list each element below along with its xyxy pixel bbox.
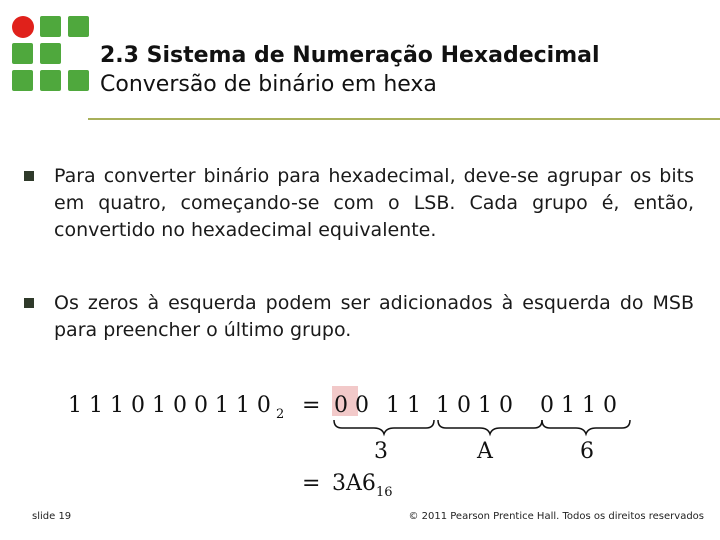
group-bits: 0 1 1 0 xyxy=(540,393,617,418)
group-brace xyxy=(334,420,434,434)
logo-square xyxy=(12,43,33,64)
group-brace xyxy=(542,420,630,434)
hex-digit: 3 xyxy=(374,439,388,464)
hex-digit: A xyxy=(477,439,493,464)
logo-square xyxy=(40,43,61,64)
conversion-figure xyxy=(0,380,720,500)
conversion-example xyxy=(0,380,720,500)
equals-sign: = xyxy=(302,471,321,496)
bullet-text: Os zeros à esquerda podem ser adicionados à esquerda do MSB para preencher o último grupo. xyxy=(54,292,694,341)
group-bits: 1 0 1 0 xyxy=(436,393,513,418)
slide-header xyxy=(100,42,600,100)
bullet-item xyxy=(24,290,694,344)
slide-title: 2.3 Sistema de Numeração Hexadecimal xyxy=(100,43,600,68)
hex-digit: 6 xyxy=(580,439,594,464)
slide-subtitle: Conversão de binário em hexa xyxy=(100,72,437,97)
padded-zeros: 0 0 xyxy=(334,393,369,418)
hex-result: 3A6 xyxy=(332,471,376,496)
group-brace xyxy=(438,420,542,434)
bullet-square-icon xyxy=(24,171,34,181)
equals-sign: = xyxy=(302,393,321,418)
hex-subscript: 16 xyxy=(376,485,393,500)
header-divider xyxy=(88,118,720,120)
institution-logo xyxy=(12,16,94,96)
logo-square xyxy=(12,70,33,91)
group-bits: 1 1 xyxy=(386,393,421,418)
copyright-notice: © 2011 Pearson Prentice Hall. Todos os direitos reservados xyxy=(408,511,704,522)
logo-red-dot xyxy=(12,16,34,38)
logo-square xyxy=(40,16,61,37)
logo-square xyxy=(68,70,89,91)
binary-subscript: 2 xyxy=(276,407,285,422)
bullet-item xyxy=(24,163,694,244)
logo-square xyxy=(68,16,89,37)
bullet-square-icon xyxy=(24,298,34,308)
logo-square xyxy=(40,70,61,91)
slide-number: slide 19 xyxy=(32,511,72,522)
bullet-text: Para converter binário para hexadecimal, deve-se agrupar os bits em quatro, começando-se com o LSB. Cada grupo é, então, convertido no hexadecimal equivalente. xyxy=(54,165,694,241)
binary-number: 1 1 1 0 1 0 0 1 1 0 xyxy=(68,393,271,418)
